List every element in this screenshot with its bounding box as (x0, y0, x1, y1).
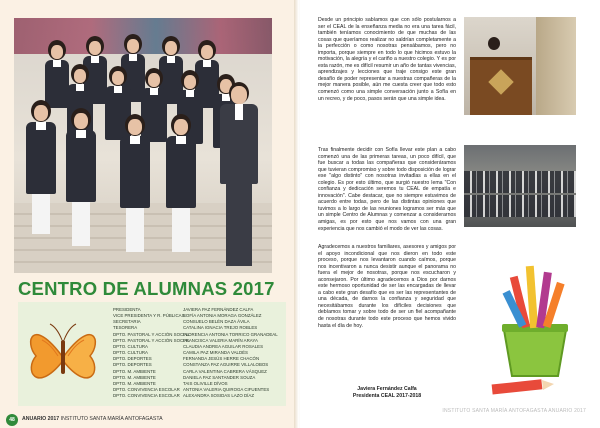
member-name: CARLA VALENTINA CABRERA VÁSQUEZ (183, 368, 267, 374)
paragraph-2: Tras finalmente decidir con Sofía llevar este plan a cabo comenzó una de las primeras tareas, un poco difícil, que fue buscar a todas las compañeras que consideráramos que tuvieran compromiso y sobre todo disposición de lograr ese "algo distinto" con nosotras invitadlas a ellas en el colegio. Es por esto último, que surgió nuestro lema "Con confianza y dedicación seremos tu CEAL de empatía e innovación". Cabe destacar, que no siempre estuvimos de acuerdo entre todas, pero de las distintas opiniones que tuvimos a lo largo de las reuniones logramos ser más que un simple Centro de Alumnas y comenzar a considerarnos amigas, es por esto que nos vamos con una gran experiencia que nos cambió el modo de ver las cosas. (318, 147, 456, 232)
section-title: CENTRO DE ALUMNAS 2017 (18, 278, 275, 299)
role-item: VICE PRESIDENTA Y R. PÚBLICAS (113, 313, 185, 319)
member-name: SOFÍA ANTONIA MORAGA GONZÁLEZ (183, 313, 262, 319)
left-footer (0, 406, 296, 428)
role-item: DPTO. M. AMBIENTE (113, 368, 156, 374)
role-item: DPTO. M. AMBIENTE (113, 380, 156, 386)
left-page (0, 0, 296, 428)
role-item: DPTO. PASTORAL Y ACCIÓN SOCIAL (113, 331, 190, 337)
signature-role: Presidenta CEAL 2017-2018 (352, 392, 422, 399)
crowd-photo (464, 145, 576, 227)
page-number: 48 (6, 414, 18, 426)
footer-label-rest: INSTITUTO SANTA MARÍA ANTOFAGASTA (59, 416, 163, 422)
role-item: TESORERA (113, 325, 138, 331)
role-item: DPTO. DEPORTES (113, 362, 152, 368)
paragraph-3: Agradecemos a nuestros familiares, asesores y amigos por el apoyo incondicional que nos dieron en todo este proceso, porque nos levantaron cuando caímos, porque nos incentivaron a nunca desistir aunque el panorama no fuera el mejor de nosotras, porque nos escucharon y aconsejaron. Por último agradecemos a Dios por darnos este hermoso oportunidad de ser las encargadas de llevar a cabo este gran desafío que es ser las representantes de una década, de darnos la confianza y seguridad que necesitábamos durante los difíciles decisiones que debíamos tomar y sobre todo de ser un fiel acompañante de nosotras durante todo este proceso que hemos vivido hasta el día de hoy. (318, 244, 456, 329)
member-name: DANIELA PAZ SANTANDER SOUZA (183, 374, 256, 380)
member-name: CLAUDIA ANDREA AGUILAR ROSALES (183, 343, 264, 349)
footer-label (22, 416, 163, 422)
member-name: JAVIERA PAZ FERNÁNDEZ CALFA (183, 307, 254, 312)
role-item: DPTO. M. AMBIENTE (113, 374, 156, 380)
member-name: CAMILA PAZ MIRANDA VALDÉS (183, 350, 248, 356)
footer-label-bold: ANUARIO 2017 (22, 416, 60, 422)
role-item: DPTO. PASTORAL Y ACCIÓN SOCIAL (113, 337, 190, 343)
signature-name: Javiera Fernández Calfa (357, 386, 417, 392)
paragraph-1: Desde un principio sabíamos que con sólo postularnos a ser el CEAL de la enseñanza media no era una tarea fácil, también teníamos conocimiento de que muchas de las cosas que queríamos realizar no saldrían completamente a la perfección o como nosotras pensábamos, pero no importa, porque siempre en todo lo que hicimos estuvo la motivación, la alegría y el cariño a nuestro colegio. Y es por esta razón, me es difícil resumir un año de tantas vivencias, aprendizajes y lecciones que traje consigo este gran desafío de poder representar a nuestras compañeras de la mejor manera posible, aún me cuesta creer que todo esto comenzó como una simple conversación junto a Sofía en un recreo, y de poco, pasos serán que una simple idea. (318, 17, 456, 102)
butterfly-illustration (22, 312, 104, 400)
group-photo (14, 18, 272, 273)
member-name: ALEXANDRA SOSIDAS LAZO DÍAZ (183, 393, 255, 399)
role-item: DPTO. CONVIVENCIA ESCOLAR (113, 387, 180, 393)
role-item: DPTO. DEPORTES (113, 356, 152, 362)
right-footer (300, 406, 600, 428)
member-name: FLORENCIA ANTONIA TORRICO GRANADEAL (183, 331, 278, 337)
right-footer-label: INSTITUTO SANTA MARÍA ANTOFAGASTA ANUARIO 2017 (442, 408, 586, 414)
roles-column (113, 307, 190, 399)
role-item: DPTO. CULTURA (113, 350, 148, 356)
member-name: CONSTANZA PAZ AGUIRRE VILLALOBOS (183, 362, 269, 368)
role-item: PRESIDENTA (113, 307, 141, 312)
role-item: DPTO. CULTURA (113, 343, 148, 349)
member-name: FERNANDA JESÚS HERRE CHACÓN (183, 356, 260, 362)
member-name: TAIS OLIVILLE DÍVOS (183, 380, 228, 386)
member-name: CONSUELO BELÉN DAZA ÁVILA (183, 319, 250, 325)
names-column (183, 307, 278, 399)
pencils-illustration (486, 258, 584, 404)
role-item: DPTO. CONVIVENCIA ESCOLAR (113, 393, 180, 399)
member-name: ANTONIA VALERIA QUIROGA CIFUENTES (183, 387, 270, 393)
member-name: FRANCISCA VALERIA MARÍN ARAYA (183, 337, 258, 343)
podium-photo (464, 17, 576, 115)
signature-block (318, 386, 456, 399)
role-item: SECRETARIA (113, 319, 141, 325)
member-name: CATALINA IGNACIA TREJO ROBLES (183, 325, 258, 331)
